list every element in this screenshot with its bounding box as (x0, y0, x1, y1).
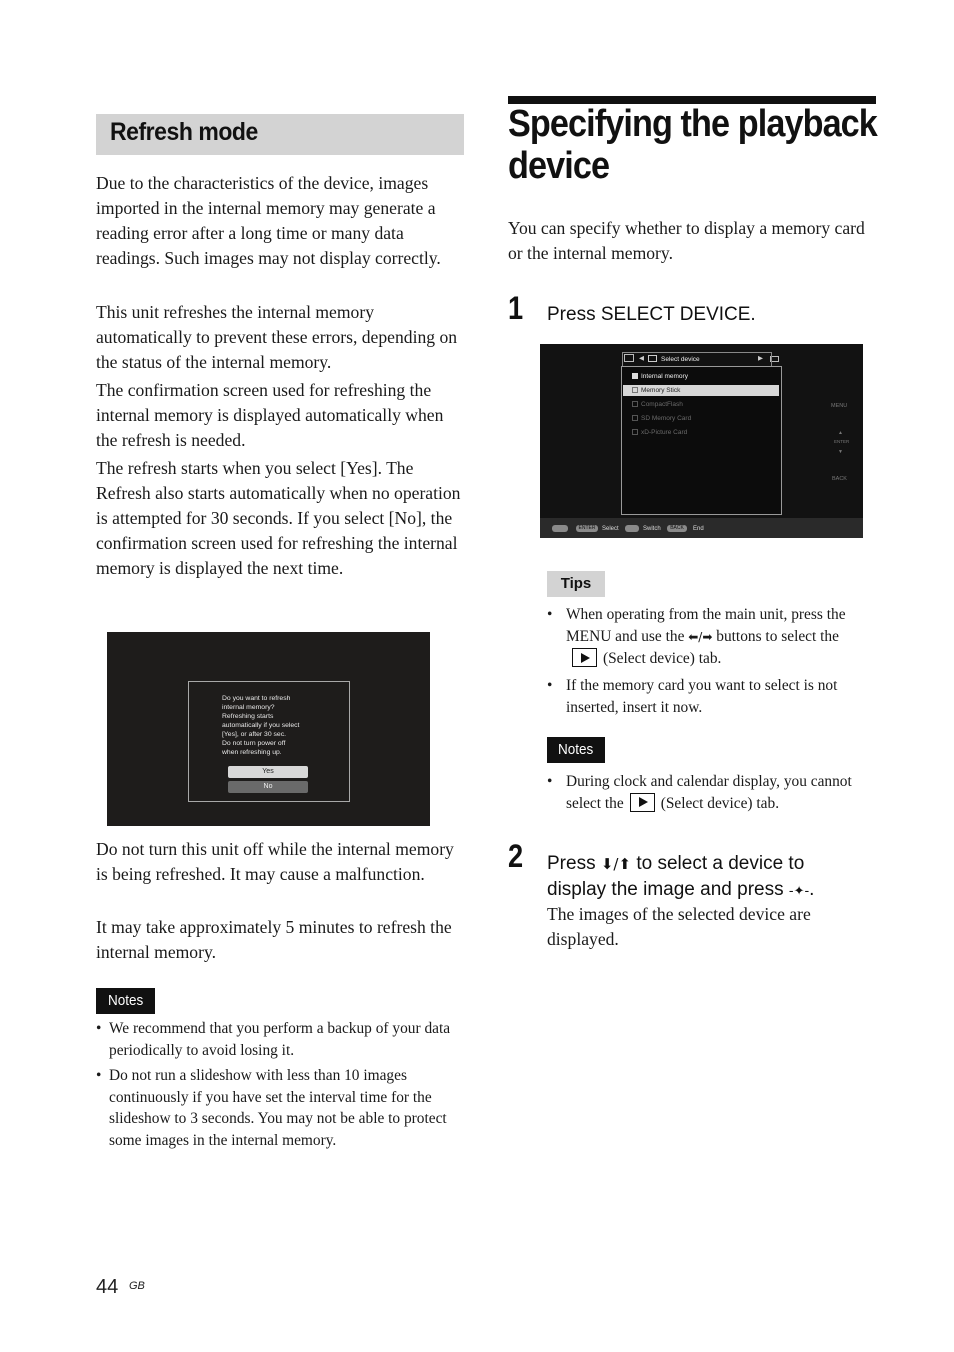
note-text-part: During clock and calendar display, you cannot select the (566, 773, 852, 812)
paragraph: Do not turn this unit off while the internal memory is being refreshed. It may cause a malfunction. (96, 839, 454, 884)
enter-button-icon: -✦- (788, 884, 810, 899)
footer-back-chip: BACK (667, 525, 687, 532)
tip-text (566, 604, 866, 670)
footer-end: End (693, 526, 704, 532)
footer-select: Select (602, 526, 619, 532)
page-title (508, 103, 877, 187)
bullet-dot: • (547, 677, 553, 694)
title-line: device (508, 145, 610, 187)
footer-enter-chip: ENTER (576, 525, 598, 532)
dialog-message: Do you want to refresh internal memory? Refreshing starts automatically if you select [Yes], or after 30 sec. Do not turn power off when refreshing up. (222, 695, 300, 756)
tip-text-part: buttons to select the (712, 627, 839, 645)
switch-chip (625, 525, 639, 532)
tab-title: Select device (661, 356, 700, 363)
notes-label-text: Notes (558, 741, 594, 758)
step-text (547, 851, 877, 905)
step-text-part: display the image and press (547, 879, 789, 900)
step-line (547, 877, 877, 905)
device-list-header: Internal memory (641, 373, 688, 380)
step-result: The images of the selected device are displayed. (547, 904, 811, 949)
memory-icon (632, 373, 638, 379)
up-arrow-icon: ▲ (838, 430, 843, 436)
side-menu-label: MENU (831, 403, 848, 409)
notes-label (96, 988, 155, 1014)
section-heading: Refresh mode (110, 118, 258, 146)
select-device-screenshot (540, 344, 863, 538)
right-arrow-icon: ▶ (758, 355, 763, 362)
bullet-dot: • (547, 773, 553, 790)
page-language: GB (129, 1280, 145, 1292)
tips-label: Tips (547, 571, 605, 597)
tip-text-part: When operating from the main unit, press the MENU and use the (566, 606, 846, 645)
device-item: CompactFlash (641, 401, 683, 408)
step-text: Press SELECT DEVICE. (547, 304, 756, 325)
bullet-dot: • (96, 1067, 102, 1084)
compactflash-icon (632, 401, 638, 407)
footer-switch: Switch (643, 526, 661, 532)
notes-label (547, 737, 605, 763)
notes-label-text: Notes (107, 992, 144, 1009)
tab-bar (622, 352, 772, 367)
direction-chip (552, 525, 568, 532)
note-text (566, 771, 866, 814)
paragraph: Due to the characteristics of the device, images imported in the internal memory may generate a reading error after a long time or many data readings. Such images may not display correctly. (96, 173, 441, 268)
paragraph: This unit refreshes the internal memory automatically to prevent these errors, depending on the status of the internal memory. (96, 302, 458, 372)
tip-text-part: (Select device) tab. (603, 650, 722, 667)
left-right-arrows-icon: ⬅/➡ (688, 629, 713, 644)
down-arrow-icon: ▼ (838, 449, 843, 455)
sd-card-icon (632, 415, 638, 421)
device-item: xD-Picture Card (641, 429, 688, 436)
bullet-dot: • (96, 1020, 102, 1037)
paragraph: It may take approximately 5 minutes to refresh the internal memory. (96, 917, 452, 962)
paragraph: The confirmation screen used for refreshing the internal memory is displayed automatically when the refresh is needed. (96, 380, 444, 450)
select-device-tab-icon (572, 648, 597, 667)
tip-text: If the memory card you want to select is not inserted, insert it now. (566, 677, 838, 716)
note-text: Do not run a slideshow with less than 10 images continuously if you have set the interval time for the slideshow to 3 seconds. You may not be able to protect some images in the internal memory. (109, 1067, 447, 1149)
left-arrow-icon: ◀ (639, 355, 644, 362)
step-text-part: . (809, 879, 815, 900)
xd-card-icon (632, 429, 638, 435)
step-number: 2 (508, 838, 524, 874)
bullet-dot: • (547, 606, 553, 623)
yes-button: Yes (228, 766, 308, 778)
up-down-arrows-icon: ⬇/⬆ (600, 855, 632, 873)
screen-footer (540, 518, 863, 538)
device-item: Memory Stick (641, 387, 681, 394)
device-item: SD Memory Card (641, 415, 692, 422)
section-heading-bar (96, 114, 464, 155)
page-number: 44 (96, 1276, 119, 1298)
refresh-confirmation-screenshot (107, 632, 430, 826)
step-text-part: Press (547, 853, 601, 874)
note-text: We recommend that you perform a backup of your data periodically to avoid losing it. (109, 1020, 451, 1059)
intro-paragraph: You can specify whether to display a memory card or the internal memory. (508, 218, 865, 263)
side-enter-label: ENTER (834, 439, 850, 444)
side-back-label: BACK (832, 476, 847, 482)
memory-stick-icon (632, 387, 638, 393)
confirmation-dialog (188, 681, 350, 802)
step-number: 1 (508, 290, 524, 326)
note-text-part: (Select device) tab. (660, 794, 780, 812)
no-button: No (228, 781, 308, 793)
select-device-tab-icon (630, 793, 655, 812)
step-text-part: to select a device to (631, 853, 805, 874)
title-line: Specifying the playback (508, 103, 877, 145)
step-line (547, 851, 877, 877)
paragraph: The refresh starts when you select [Yes]. The Refresh also starts automatically when no operation is attempted for 30 seconds. If you select [No], the confirmation screen used for refreshing the internal memory is displayed the next time. (96, 458, 461, 578)
